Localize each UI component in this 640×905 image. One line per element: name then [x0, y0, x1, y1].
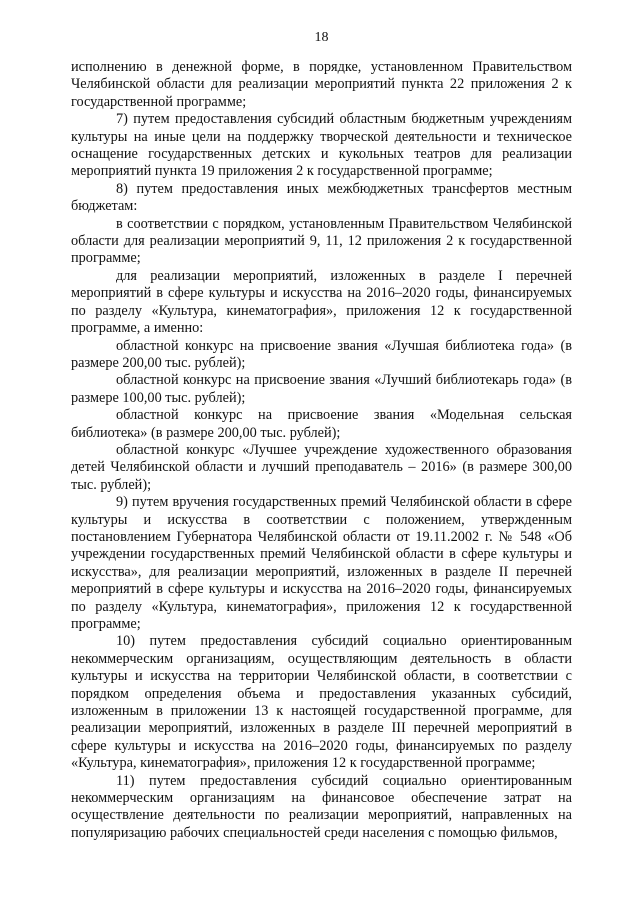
paragraph-item-8-procedure: в соответствии с порядком, установленным Правительством Челябинской области для реализации мероприятий 9, 11, 12 приложения 2 к государственной программе;	[71, 215, 572, 267]
paragraph-item-10: 10) путем предоставления субсидий социально ориентированным некоммерческим организациям, осуществляющим деятельность в области культуры и искусства на территории Челябинской области, в соответствии с порядком определения объема и предоставления указанных субсидий, изложенным в приложении 13 к настоящей государственной программе, для реализации мероприятий, изложенных в разделе III перечней мероприятий в сфере культуры и искусства на 2016–2020 годы, финансируемых по разделу «Культура, кинематография», приложения 12 к государственной программе;	[71, 633, 572, 772]
paragraph-item-11: 11) путем предоставления субсидий социально ориентированным некоммерческим организациям на финансовое обеспечение затрат на осуществление деятельности по реализации мероприятий, направленных на популяризацию рабочих специальностей среди населения с помощью фильмов,	[71, 772, 572, 841]
paragraph-item-9: 9) путем вручения государственных премий Челябинской области в сфере культуры и искусства в соответствии с положением, утвержденным постановлением Губернатора Челябинской области от 19.11.2002 г. № 548 «Об учреждении государственных премий Челябинской области в сфере культуры и искусства», для реализации мероприятий, изложенных в разделе II перечней мероприятий в сфере культуры и искусства на 2016–2020 годы, финансируемых по разделу «Культура, кинематография», приложения 12 к государственной программе;	[71, 494, 572, 632]
paragraph-contest-model-library: областной конкурс на присвоение звания «Модельная сельская библиотека» (в размере 200,00 тыс. рублей);	[71, 407, 572, 441]
paragraph-continuation: исполнению в денежной форме, в порядке, установленном Правительством Челябинской области для реализации мероприятий пункта 22 приложения 2 к государственной программе;	[71, 59, 572, 110]
paragraph-contest-art-education: областной конкурс «Лучшее учреждение художественного образования детей Челябинской области и лучший преподаватель – 2016» (в размере 300,00 тыс. рублей);	[71, 441, 572, 493]
paragraph-item-8: 8) путем предоставления иных межбюджетных трансфертов местным бюджетам:	[71, 180, 572, 215]
paragraph-contest-best-librarian: областной конкурс на присвоение звания «Лучший библиотекарь года» (в размере 100,00 тыс. рублей);	[71, 372, 572, 406]
paragraph-contest-best-library: областной конкурс на присвоение звания «Лучшая библиотека года» (в размере 200,00 тыс. рублей);	[71, 337, 572, 371]
page-number: 18	[314, 30, 329, 45]
paragraph-item-8-section-1: для реализации мероприятий, изложенных в разделе I перечней мероприятий в сфере культуры и искусства на 2016–2020 годы, финансируемых по разделу «Культура, кинематография», приложения 12 к государственной программе, а именно:	[71, 267, 572, 337]
paragraph-item-7: 7) путем предоставления субсидий областным бюджетным учреждениям культуры на иные цели на поддержку творческой деятельности и техническое оснащение государственных детских и кукольных театров для реализации мероприятий пункта 19 приложения 2 к государственной программе;	[71, 111, 572, 180]
